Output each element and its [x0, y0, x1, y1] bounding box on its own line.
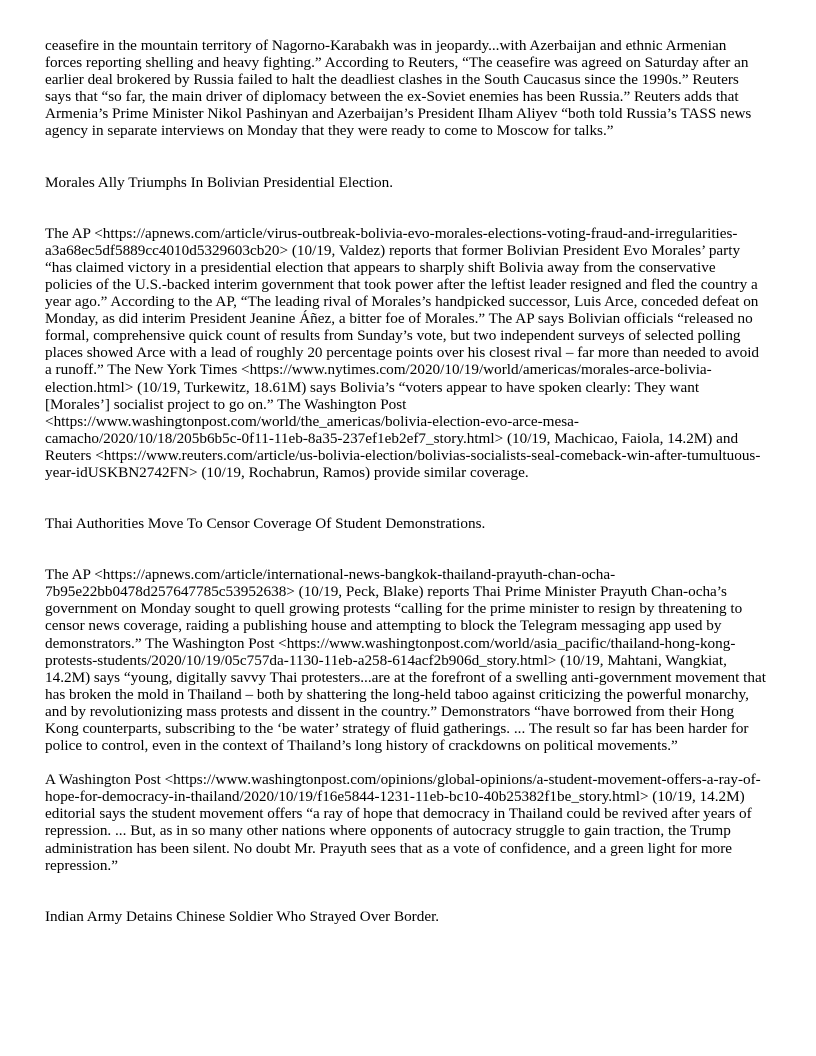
spacer — [45, 532, 766, 566]
headline-bolivia: Morales Ally Triumphs In Bolivian Presidential Election. — [45, 173, 394, 191]
paragraph-thailand-editorial: A Washington Post <https://www.washingtonpost.com/opinions/global-opinions/a-student-movement-offers-a-ray-of-hope-for-democracy-in-thailand/2020/10/19/f16e5844-1231-11eb-bc10-40b25382f1be_story.html> (10/19, 14.2M) editorial says the student movement offers “a ray of hope that democracy in Thailand could be revived after years of repression. ... But, as in so many other nations where opponents of autocracy struggle to gain traction, the Trump administration has been silent. No doubt Mr. Prayuth sees that as a vote of confidence, and a green light for more repression.” — [45, 771, 761, 874]
spacer — [45, 191, 766, 225]
paragraph-nagorno-karabakh: ceasefire in the mountain territory of Nagorno-Karabakh was in jeopardy...with Azerbaijan and ethnic Armenian forces reporting shelling and heavy fighting.” According to Reuters, “The ceasefire was agreed on Saturday after an earlier deal brokered by Russia failed to halt the deadliest clashes in the South Caucasus since the 1990s.” Reuters says that “so far, the main driver of diplomacy between the ex-Soviet enemies has been Russia.” Reuters adds that Armenia’s Prime Minister Nikol Pashinyan and Azerbaijan’s President Ilham Aliyev “both told Russia’s TASS news agency in separate interviews on Monday that they were ready to come to Moscow for talks.” — [45, 37, 752, 140]
spacer — [45, 140, 766, 174]
headline-india-china: Indian Army Detains Chinese Soldier Who Strayed Over Border. — [45, 907, 440, 925]
paragraph-thailand-ap: The AP <https://apnews.com/article/international-news-bangkok-thailand-prayuth-chan-ocha-7b95e22bb0478d257647785c53952638> (10/19, Peck, Blake) reports Thai Prime Minister Prayuth Chan-ocha’s government on Monday sought to quell growing protests “calling for the prime minister to resign by threatening to censor news coverage, raiding a publishing house and attempting to block the Telegram messaging app used by demonstrators.” The Washington Post <https://www.washingtonpost.com/world/asia_pacific/thailand-hong-kong-protests-students/2020/10/19/05c757da-1130-11eb-a258-614acf2b906d_story.html> (10/19, Mahtani, Wangkiat, 14.2M) says “young, digitally savvy Thai protesters...are at the forefront of a swelling anti-government movement that has broken the mold in Thailand – both by shattering the long-held taboo against criticizing the powerful monarchy, and by revolutionizing mass protests and dissent in the country.” Demonstrators “have borrowed from their Hong Kong counterparts, subscribing to the ‘be water’ strategy of fluid gatherings. ... The result so far has been harder for police to control, even in the context of Thailand’s long history of crackdowns on political movements.” — [45, 566, 766, 755]
spacer — [45, 481, 766, 515]
spacer — [45, 874, 766, 908]
paragraph-bolivia: The AP <https://apnews.com/article/virus-outbreak-bolivia-evo-morales-elections-voting-fraud-and-irregularities-a3a68ec5df5889cc4010d5329603cb20> (10/19, Valdez) reports that former Bolivian President Evo Morales’ party “has claimed victory in a presidential election that appears to sharply shift Bolivia away from the conservative policies of the U.S.-backed interim government that took power after the leftist leader resigned and fled the country a year ago.” According to the AP, “The leading rival of Morales’s handpicked successor, Luis Arce, conceded defeat on Monday, as did interim President Jeanine Áñez, a bitter foe of Morales.” The AP says Bolivian officials “released no formal, comprehensive quick count of results from Sunday’s vote, but two independent surveys of selected polling places showed Arce with a lead of roughly 20 percentage points over his closest rival – far more than needed to avoid a runoff.” The New York Times <https://www.nytimes.com/2020/10/19/world/americas/morales-arce-bolivia-election.html> (10/19, Turkewitz, 18.61M) says Bolivia’s “voters appear to have spoken clearly: They want [Morales’] socialist project to go on.” The Washington Post <https://www.washingtonpost.com/world/the_americas/bolivia-election-evo-arce-mesa-camacho/2020/10/18/205b6b5c-0f11-11eb-8a35-237ef1eb2ef7_story.html> (10/19, Machicao, Faiola, 14.2M) and Reuters <https://www.reuters.com/article/us-bolivia-election/bolivias-socialists-seal-comeback-win-after-tumultuous-year-idUSKBN2742FN> (10/19, Rochabrun, Ramos) provide similar coverage. — [45, 224, 761, 481]
headline-thailand: Thai Authorities Move To Censor Coverage Of Student Demonstrations. — [45, 515, 486, 533]
spacer — [45, 754, 766, 771]
